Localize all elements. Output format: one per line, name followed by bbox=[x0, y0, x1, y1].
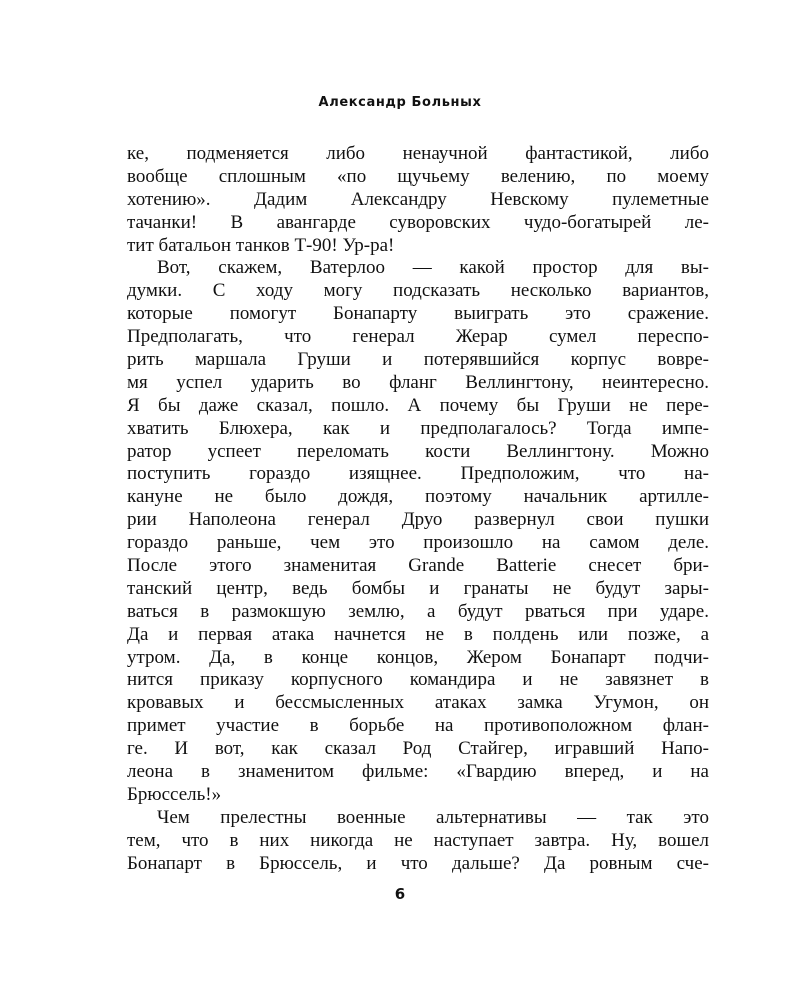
text-line: кровавых и бессмысленных атаках замка Угумон, он bbox=[127, 692, 709, 714]
text-line: ратор успеет переломать кости Веллингтону. Можно bbox=[127, 440, 709, 462]
text-line: рить маршала Груши и потерявшийся корпус вовре- bbox=[127, 349, 709, 371]
text-line: танский центр, ведь бомбы и гранаты не будут зары- bbox=[127, 577, 709, 599]
text-line: леона в знаменитом фильме: «Гвардию вперед, и на bbox=[127, 761, 709, 783]
text-line: тит батальон танков Т-90! Ур-ра! bbox=[127, 234, 395, 256]
text-line: поступить гораздо изящнее. Предположим, что на- bbox=[127, 463, 709, 485]
text-line: Чем прелестны военные альтернативы — так это bbox=[157, 806, 709, 828]
text-line: ваться в размокшую землю, а будут рваться при ударе. bbox=[127, 600, 709, 622]
text-line: гораздо раньше, чем это произошло на самом деле. bbox=[127, 532, 709, 554]
text-line: ге. И вот, как сказал Род Стайгер, игравший Напо- bbox=[127, 738, 709, 760]
text-line: Брюссель!» bbox=[127, 783, 222, 805]
text-line: вообще сплошным «по щучьему велению, по моему bbox=[127, 165, 709, 187]
page-number: 6 bbox=[394, 885, 406, 903]
paragraph bbox=[127, 257, 709, 806]
text-line: которые помогут Бонапарту выиграть это сражение. bbox=[127, 303, 709, 325]
text-line: хотению». Дадим Александру Невскому пулеметные bbox=[127, 188, 709, 210]
text-line: тем, что в них никогда не наступает завтра. Ну, вошел bbox=[127, 829, 709, 851]
text-line: хватить Блюхера, как и предполагалось? Тогда импе- bbox=[127, 417, 709, 439]
body-text bbox=[127, 143, 709, 876]
text-line: ке, подменяется либо ненаучной фантастикой, либо bbox=[127, 143, 709, 164]
paragraph bbox=[127, 143, 709, 257]
text-line: После этого знаменитая Grande Batterie снесет бри- bbox=[127, 555, 709, 577]
text-line: Вот, скажем, Ватерлоо — какой простор для вы- bbox=[157, 257, 709, 279]
text-line: мя успел ударить во фланг Веллингтону, неинтересно. bbox=[127, 371, 709, 393]
running-head-author: Александр Больных bbox=[318, 95, 482, 110]
text-line: утром. Да, в конце концов, Жером Бонапарт подчи- bbox=[127, 646, 709, 668]
text-line: кануне не было дождя, поэтому начальник артилле- bbox=[127, 486, 709, 508]
paragraph bbox=[127, 807, 709, 876]
text-line: Я бы даже сказал, пошло. А почему бы Груши не пере- bbox=[127, 394, 709, 416]
text-line: Бонапарт в Брюссель, и что дальше? Да ровным сче- bbox=[127, 852, 709, 874]
text-line: рии Наполеона генерал Друо развернул свои пушки bbox=[127, 509, 709, 531]
text-line: Да и первая атака начнется не в полдень или позже, а bbox=[127, 623, 709, 645]
text-line: думки. С ходу могу подсказать несколько вариантов, bbox=[127, 280, 709, 302]
text-line: нится приказу корпусного командира и не завязнет в bbox=[127, 669, 709, 691]
text-line: примет участие в борьбе на противоположном флан- bbox=[127, 715, 709, 737]
text-line: Предполагать, что генерал Жерар сумел переспо- bbox=[127, 326, 709, 348]
text-line: тачанки! В авангарде суворовских чудо-богатырей ле- bbox=[127, 211, 709, 233]
